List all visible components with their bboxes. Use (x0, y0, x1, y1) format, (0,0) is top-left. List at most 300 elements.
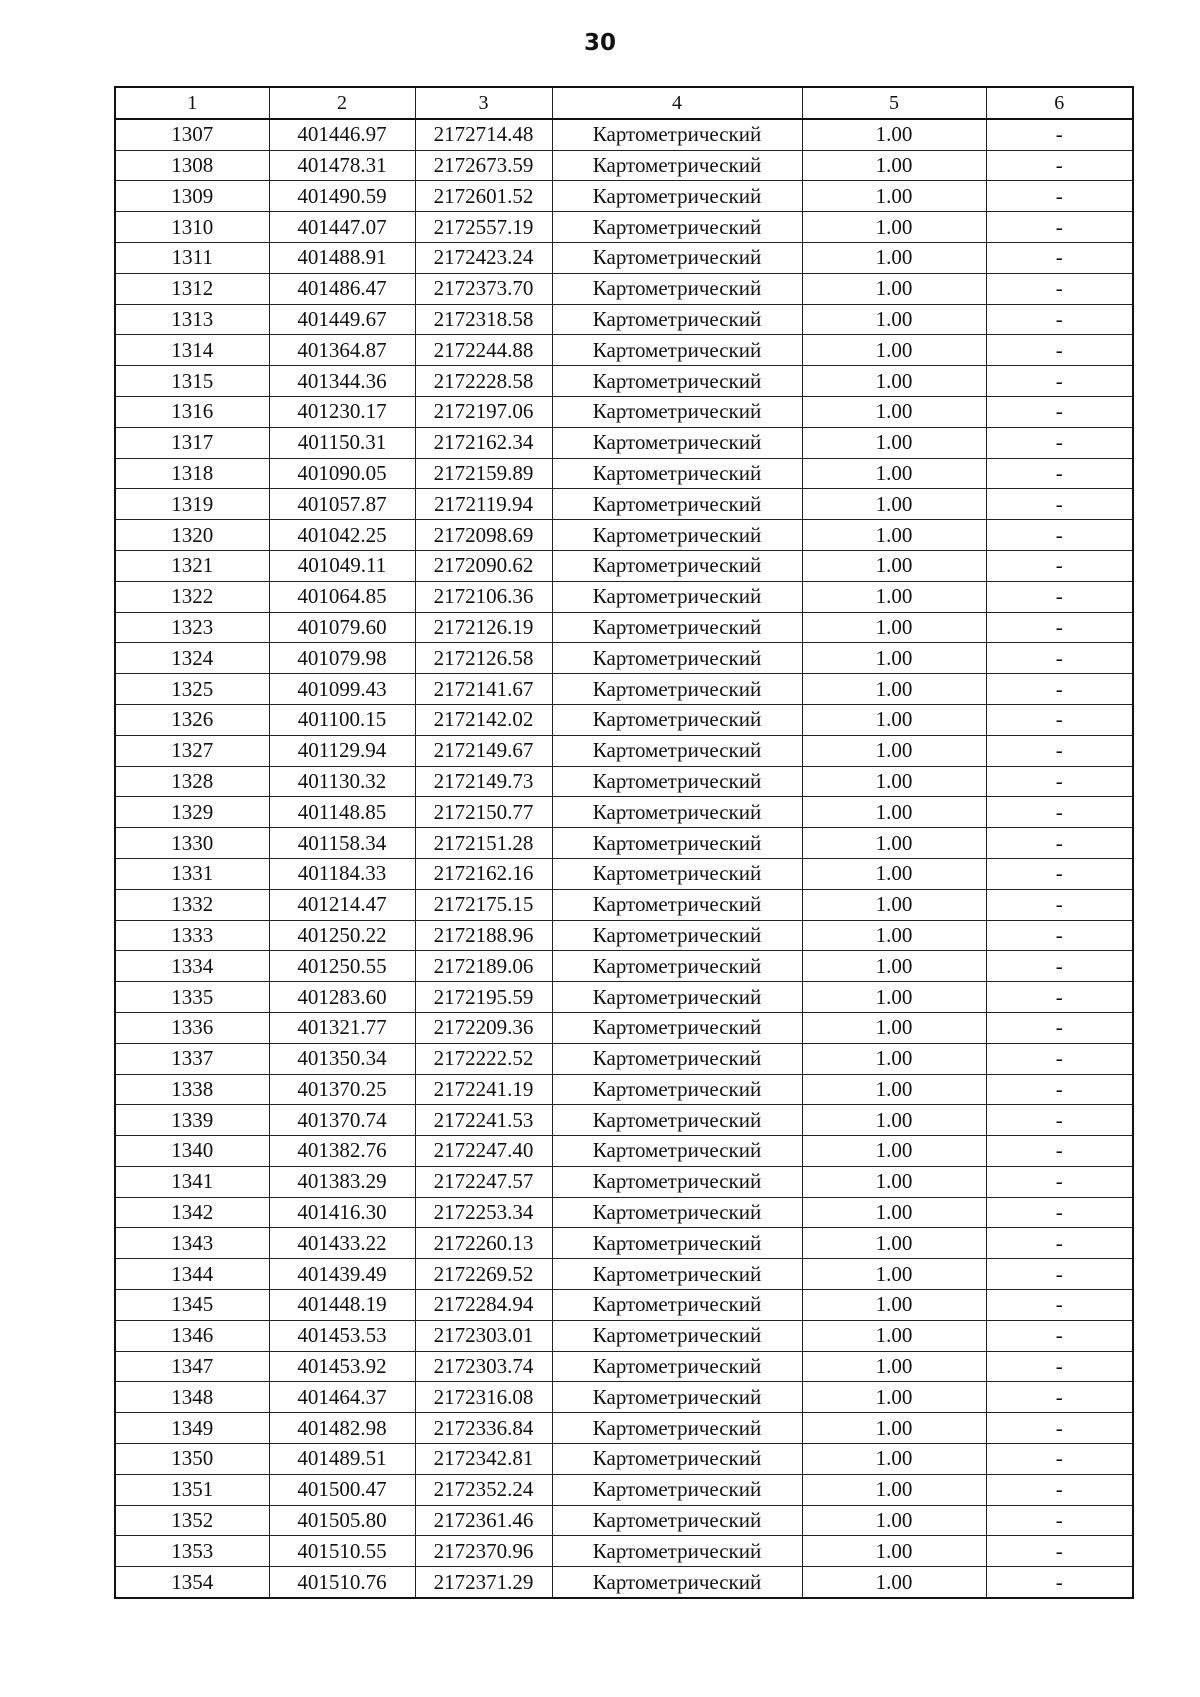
y-coordinate-cell: 2172222.52 (415, 1043, 552, 1074)
x-coordinate-cell: 401490.59 (269, 181, 415, 212)
point-number-cell: 1349 (115, 1413, 269, 1444)
method-cell: Картометрический (552, 735, 802, 766)
note-cell: - (986, 212, 1133, 243)
point-number-cell: 1314 (115, 335, 269, 366)
y-coordinate-cell: 2172423.24 (415, 242, 552, 273)
y-coordinate-cell: 2172197.06 (415, 396, 552, 427)
note-cell: - (986, 1567, 1133, 1598)
y-coordinate-cell: 2172188.96 (415, 920, 552, 951)
y-coordinate-cell: 2172373.70 (415, 273, 552, 304)
y-coordinate-cell: 2172318.58 (415, 304, 552, 335)
method-cell: Картометрический (552, 1290, 802, 1321)
x-coordinate-cell: 401370.74 (269, 1105, 415, 1136)
accuracy-cell: 1.00 (802, 119, 986, 150)
x-coordinate-cell: 401486.47 (269, 273, 415, 304)
table-row (115, 427, 1133, 458)
note-cell: - (986, 1012, 1133, 1043)
point-number-cell: 1313 (115, 304, 269, 335)
note-cell: - (986, 1228, 1133, 1259)
note-cell: - (986, 1197, 1133, 1228)
table-row (115, 951, 1133, 982)
method-cell: Картометрический (552, 766, 802, 797)
table-row (115, 181, 1133, 212)
accuracy-cell: 1.00 (802, 581, 986, 612)
point-number-cell: 1354 (115, 1567, 269, 1598)
accuracy-cell: 1.00 (802, 858, 986, 889)
y-coordinate-cell: 2172151.28 (415, 828, 552, 859)
x-coordinate-cell: 401130.32 (269, 766, 415, 797)
point-number-cell: 1338 (115, 1074, 269, 1105)
y-coordinate-cell: 2172284.94 (415, 1290, 552, 1321)
method-cell: Картометрический (552, 150, 802, 181)
y-coordinate-cell: 2172090.62 (415, 550, 552, 581)
accuracy-cell: 1.00 (802, 1290, 986, 1321)
point-number-cell: 1319 (115, 489, 269, 520)
table-row (115, 1474, 1133, 1505)
table-row (115, 304, 1133, 335)
method-cell: Картометрический (552, 1043, 802, 1074)
x-coordinate-cell: 401184.33 (269, 858, 415, 889)
point-number-cell: 1336 (115, 1012, 269, 1043)
x-coordinate-cell: 401416.30 (269, 1197, 415, 1228)
table-row (115, 1074, 1133, 1105)
note-cell: - (986, 1074, 1133, 1105)
note-cell: - (986, 1444, 1133, 1475)
table-row (115, 1012, 1133, 1043)
accuracy-cell: 1.00 (802, 1136, 986, 1167)
note-cell: - (986, 674, 1133, 705)
table-row (115, 458, 1133, 489)
x-coordinate-cell: 401446.97 (269, 119, 415, 150)
y-coordinate-cell: 2172150.77 (415, 797, 552, 828)
note-cell: - (986, 396, 1133, 427)
method-cell: Картометрический (552, 1505, 802, 1536)
table-row (115, 858, 1133, 889)
accuracy-cell: 1.00 (802, 982, 986, 1013)
method-cell: Картометрический (552, 982, 802, 1013)
note-cell: - (986, 150, 1133, 181)
accuracy-cell: 1.00 (802, 366, 986, 397)
accuracy-cell: 1.00 (802, 1536, 986, 1567)
note-cell: - (986, 304, 1133, 335)
point-number-cell: 1327 (115, 735, 269, 766)
point-number-cell: 1311 (115, 242, 269, 273)
point-number-cell: 1326 (115, 704, 269, 735)
table-row (115, 1105, 1133, 1136)
note-cell: - (986, 1320, 1133, 1351)
y-coordinate-cell: 2172352.24 (415, 1474, 552, 1505)
x-coordinate-cell: 401510.76 (269, 1567, 415, 1598)
point-number-cell: 1328 (115, 766, 269, 797)
y-coordinate-cell: 2172162.34 (415, 427, 552, 458)
y-coordinate-cell: 2172098.69 (415, 520, 552, 551)
note-cell: - (986, 951, 1133, 982)
method-cell: Картометрический (552, 181, 802, 212)
point-number-cell: 1344 (115, 1259, 269, 1290)
y-coordinate-cell: 2172159.89 (415, 458, 552, 489)
x-coordinate-cell: 401447.07 (269, 212, 415, 243)
method-cell: Картометрический (552, 1228, 802, 1259)
note-cell: - (986, 1136, 1133, 1167)
table-row (115, 1197, 1133, 1228)
y-coordinate-cell: 2172149.67 (415, 735, 552, 766)
x-coordinate-cell: 401500.47 (269, 1474, 415, 1505)
point-number-cell: 1332 (115, 889, 269, 920)
accuracy-cell: 1.00 (802, 828, 986, 859)
point-number-cell: 1307 (115, 119, 269, 150)
table-header (115, 87, 1133, 119)
table-row (115, 643, 1133, 674)
table-row (115, 396, 1133, 427)
table-row (115, 1136, 1133, 1167)
accuracy-cell: 1.00 (802, 1228, 986, 1259)
x-coordinate-cell: 401148.85 (269, 797, 415, 828)
note-cell: - (986, 1474, 1133, 1505)
y-coordinate-cell: 2172106.36 (415, 581, 552, 612)
accuracy-cell: 1.00 (802, 1166, 986, 1197)
note-cell: - (986, 735, 1133, 766)
y-coordinate-cell: 2172247.40 (415, 1136, 552, 1167)
note-cell: - (986, 1536, 1133, 1567)
method-cell: Картометрический (552, 1012, 802, 1043)
x-coordinate-cell: 401049.11 (269, 550, 415, 581)
y-coordinate-cell: 2172371.29 (415, 1567, 552, 1598)
accuracy-cell: 1.00 (802, 458, 986, 489)
y-coordinate-cell: 2172316.08 (415, 1382, 552, 1413)
note-cell: - (986, 1382, 1133, 1413)
accuracy-cell: 1.00 (802, 304, 986, 335)
table-row (115, 735, 1133, 766)
point-number-cell: 1318 (115, 458, 269, 489)
table-row (115, 1320, 1133, 1351)
accuracy-cell: 1.00 (802, 242, 986, 273)
table-row (115, 920, 1133, 951)
method-cell: Картометрический (552, 273, 802, 304)
method-cell: Картометрический (552, 1382, 802, 1413)
table-row (115, 1505, 1133, 1536)
note-cell: - (986, 242, 1133, 273)
accuracy-cell: 1.00 (802, 181, 986, 212)
note-cell: - (986, 828, 1133, 859)
x-coordinate-cell: 401453.53 (269, 1320, 415, 1351)
y-coordinate-cell: 2172119.94 (415, 489, 552, 520)
y-coordinate-cell: 2172175.15 (415, 889, 552, 920)
note-cell: - (986, 550, 1133, 581)
method-cell: Картометрический (552, 458, 802, 489)
table-row (115, 366, 1133, 397)
table-row (115, 273, 1133, 304)
y-coordinate-cell: 2172209.36 (415, 1012, 552, 1043)
y-coordinate-cell: 2172228.58 (415, 366, 552, 397)
note-cell: - (986, 427, 1133, 458)
table-row (115, 828, 1133, 859)
note-cell: - (986, 1351, 1133, 1382)
table-row (115, 704, 1133, 735)
point-number-cell: 1317 (115, 427, 269, 458)
y-coordinate-cell: 2172673.59 (415, 150, 552, 181)
y-coordinate-cell: 2172269.52 (415, 1259, 552, 1290)
accuracy-cell: 1.00 (802, 1074, 986, 1105)
accuracy-cell: 1.00 (802, 612, 986, 643)
point-number-cell: 1308 (115, 150, 269, 181)
note-cell: - (986, 1043, 1133, 1074)
x-coordinate-cell: 401505.80 (269, 1505, 415, 1536)
x-coordinate-cell: 401079.60 (269, 612, 415, 643)
point-number-cell: 1312 (115, 273, 269, 304)
accuracy-cell: 1.00 (802, 1505, 986, 1536)
note-cell: - (986, 1413, 1133, 1444)
accuracy-cell: 1.00 (802, 1382, 986, 1413)
note-cell: - (986, 1505, 1133, 1536)
x-coordinate-cell: 401129.94 (269, 735, 415, 766)
note-cell: - (986, 520, 1133, 551)
accuracy-cell: 1.00 (802, 489, 986, 520)
method-cell: Картометрический (552, 1444, 802, 1475)
y-coordinate-cell: 2172126.58 (415, 643, 552, 674)
method-cell: Картометрический (552, 643, 802, 674)
x-coordinate-cell: 401510.55 (269, 1536, 415, 1567)
x-coordinate-cell: 401100.15 (269, 704, 415, 735)
point-number-cell: 1337 (115, 1043, 269, 1074)
accuracy-cell: 1.00 (802, 1259, 986, 1290)
accuracy-cell: 1.00 (802, 1351, 986, 1382)
method-cell: Картометрический (552, 858, 802, 889)
note-cell: - (986, 458, 1133, 489)
point-number-cell: 1315 (115, 366, 269, 397)
x-coordinate-cell: 401230.17 (269, 396, 415, 427)
column-header-2: 2 (269, 87, 415, 119)
y-coordinate-cell: 2172195.59 (415, 982, 552, 1013)
accuracy-cell: 1.00 (802, 951, 986, 982)
y-coordinate-cell: 2172126.19 (415, 612, 552, 643)
x-coordinate-cell: 401433.22 (269, 1228, 415, 1259)
accuracy-cell: 1.00 (802, 797, 986, 828)
x-coordinate-cell: 401150.31 (269, 427, 415, 458)
table-row (115, 119, 1133, 150)
point-number-cell: 1321 (115, 550, 269, 581)
note-cell: - (986, 366, 1133, 397)
column-header-6: 6 (986, 87, 1133, 119)
point-number-cell: 1323 (115, 612, 269, 643)
point-number-cell: 1342 (115, 1197, 269, 1228)
table-row (115, 612, 1133, 643)
method-cell: Картометрический (552, 612, 802, 643)
y-coordinate-cell: 2172253.34 (415, 1197, 552, 1228)
x-coordinate-cell: 401489.51 (269, 1444, 415, 1475)
note-cell: - (986, 1259, 1133, 1290)
method-cell: Картометрический (552, 1105, 802, 1136)
accuracy-cell: 1.00 (802, 674, 986, 705)
y-coordinate-cell: 2172241.19 (415, 1074, 552, 1105)
table-row (115, 550, 1133, 581)
table-row (115, 1290, 1133, 1321)
x-coordinate-cell: 401383.29 (269, 1166, 415, 1197)
note-cell: - (986, 119, 1133, 150)
table-row (115, 581, 1133, 612)
accuracy-cell: 1.00 (802, 1197, 986, 1228)
x-coordinate-cell: 401478.31 (269, 150, 415, 181)
y-coordinate-cell: 2172714.48 (415, 119, 552, 150)
method-cell: Картометрический (552, 366, 802, 397)
method-cell: Картометрический (552, 1320, 802, 1351)
point-number-cell: 1334 (115, 951, 269, 982)
y-coordinate-cell: 2172189.06 (415, 951, 552, 982)
x-coordinate-cell: 401464.37 (269, 1382, 415, 1413)
note-cell: - (986, 704, 1133, 735)
method-cell: Картометрический (552, 1259, 802, 1290)
accuracy-cell: 1.00 (802, 1012, 986, 1043)
x-coordinate-cell: 401079.98 (269, 643, 415, 674)
point-number-cell: 1322 (115, 581, 269, 612)
y-coordinate-cell: 2172601.52 (415, 181, 552, 212)
point-number-cell: 1353 (115, 1536, 269, 1567)
point-number-cell: 1345 (115, 1290, 269, 1321)
accuracy-cell: 1.00 (802, 1444, 986, 1475)
y-coordinate-cell: 2172370.96 (415, 1536, 552, 1567)
accuracy-cell: 1.00 (802, 427, 986, 458)
y-coordinate-cell: 2172244.88 (415, 335, 552, 366)
table-body (115, 119, 1133, 1598)
method-cell: Картометрический (552, 427, 802, 458)
x-coordinate-cell: 401382.76 (269, 1136, 415, 1167)
method-cell: Картометрический (552, 797, 802, 828)
accuracy-cell: 1.00 (802, 643, 986, 674)
y-coordinate-cell: 2172162.16 (415, 858, 552, 889)
x-coordinate-cell: 401453.92 (269, 1351, 415, 1382)
point-number-cell: 1340 (115, 1136, 269, 1167)
point-number-cell: 1341 (115, 1166, 269, 1197)
point-number-cell: 1320 (115, 520, 269, 551)
method-cell: Картометрический (552, 550, 802, 581)
y-coordinate-cell: 2172260.13 (415, 1228, 552, 1259)
accuracy-cell: 1.00 (802, 1105, 986, 1136)
table-row (115, 674, 1133, 705)
x-coordinate-cell: 401250.55 (269, 951, 415, 982)
method-cell: Картометрический (552, 1413, 802, 1444)
method-cell: Картометрический (552, 674, 802, 705)
x-coordinate-cell: 401099.43 (269, 674, 415, 705)
point-number-cell: 1333 (115, 920, 269, 951)
accuracy-cell: 1.00 (802, 396, 986, 427)
table-row (115, 1382, 1133, 1413)
note-cell: - (986, 858, 1133, 889)
page-number: 30 (583, 30, 616, 56)
x-coordinate-cell: 401449.67 (269, 304, 415, 335)
table-row (115, 1536, 1133, 1567)
column-header-1: 1 (115, 87, 269, 119)
column-header-5: 5 (802, 87, 986, 119)
method-cell: Картометрический (552, 489, 802, 520)
table-row (115, 1228, 1133, 1259)
method-cell: Картометрический (552, 828, 802, 859)
table-row (115, 889, 1133, 920)
method-cell: Картометрический (552, 242, 802, 273)
x-coordinate-cell: 401158.34 (269, 828, 415, 859)
column-header-4: 4 (552, 87, 802, 119)
point-number-cell: 1316 (115, 396, 269, 427)
x-coordinate-cell: 401090.05 (269, 458, 415, 489)
table-row (115, 335, 1133, 366)
point-number-cell: 1325 (115, 674, 269, 705)
method-cell: Картометрический (552, 1166, 802, 1197)
accuracy-cell: 1.00 (802, 704, 986, 735)
accuracy-cell: 1.00 (802, 920, 986, 951)
method-cell: Картометрический (552, 335, 802, 366)
method-cell: Картометрический (552, 920, 802, 951)
point-number-cell: 1335 (115, 982, 269, 1013)
method-cell: Картометрический (552, 1136, 802, 1167)
table-row (115, 1413, 1133, 1444)
table-row (115, 242, 1133, 273)
point-number-cell: 1352 (115, 1505, 269, 1536)
table-row (115, 1444, 1133, 1475)
table-row (115, 1166, 1133, 1197)
x-coordinate-cell: 401057.87 (269, 489, 415, 520)
table-row (115, 212, 1133, 243)
y-coordinate-cell: 2172361.46 (415, 1505, 552, 1536)
accuracy-cell: 1.00 (802, 335, 986, 366)
method-cell: Картометрический (552, 704, 802, 735)
accuracy-cell: 1.00 (802, 766, 986, 797)
y-coordinate-cell: 2172247.57 (415, 1166, 552, 1197)
table-row (115, 150, 1133, 181)
accuracy-cell: 1.00 (802, 735, 986, 766)
point-number-cell: 1351 (115, 1474, 269, 1505)
accuracy-cell: 1.00 (802, 1474, 986, 1505)
x-coordinate-cell: 401370.25 (269, 1074, 415, 1105)
coordinates-table (114, 86, 1134, 1599)
table-row (115, 766, 1133, 797)
note-cell: - (986, 643, 1133, 674)
method-cell: Картометрический (552, 889, 802, 920)
y-coordinate-cell: 2172149.73 (415, 766, 552, 797)
point-number-cell: 1329 (115, 797, 269, 828)
accuracy-cell: 1.00 (802, 1043, 986, 1074)
method-cell: Картометрический (552, 119, 802, 150)
y-coordinate-cell: 2172557.19 (415, 212, 552, 243)
point-number-cell: 1348 (115, 1382, 269, 1413)
table-row (115, 982, 1133, 1013)
method-cell: Картометрический (552, 304, 802, 335)
accuracy-cell: 1.00 (802, 1320, 986, 1351)
table-row (115, 489, 1133, 520)
method-cell: Картометрический (552, 951, 802, 982)
note-cell: - (986, 273, 1133, 304)
x-coordinate-cell: 401364.87 (269, 335, 415, 366)
note-cell: - (986, 982, 1133, 1013)
note-cell: - (986, 1290, 1133, 1321)
method-cell: Картометрический (552, 520, 802, 551)
y-coordinate-cell: 2172336.84 (415, 1413, 552, 1444)
note-cell: - (986, 612, 1133, 643)
note-cell: - (986, 920, 1133, 951)
point-number-cell: 1346 (115, 1320, 269, 1351)
note-cell: - (986, 889, 1133, 920)
note-cell: - (986, 335, 1133, 366)
table-row (115, 1351, 1133, 1382)
note-cell: - (986, 1166, 1133, 1197)
point-number-cell: 1339 (115, 1105, 269, 1136)
method-cell: Картометрический (552, 1567, 802, 1598)
y-coordinate-cell: 2172303.74 (415, 1351, 552, 1382)
note-cell: - (986, 1105, 1133, 1136)
method-cell: Картометрический (552, 1197, 802, 1228)
accuracy-cell: 1.00 (802, 520, 986, 551)
point-number-cell: 1324 (115, 643, 269, 674)
x-coordinate-cell: 401321.77 (269, 1012, 415, 1043)
y-coordinate-cell: 2172141.67 (415, 674, 552, 705)
point-number-cell: 1309 (115, 181, 269, 212)
